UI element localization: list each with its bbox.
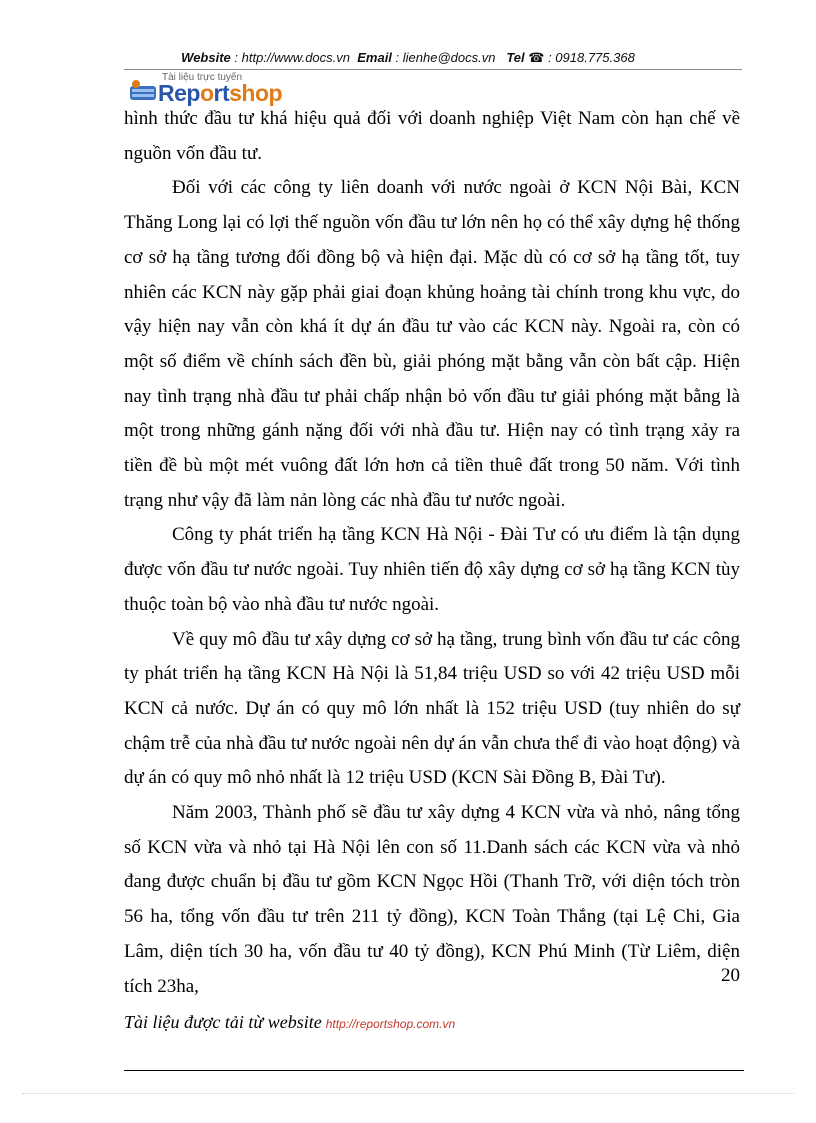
logo-wordmark-part1: Rep (158, 80, 200, 106)
paragraph: Năm 2003, Thành phố sẽ đầu tư xây dựng 4 KCN vừa và nhỏ, nâng tổng số KCN vừa và nhỏ tại Hà Nội lên con số 11.Danh sách các KCN vừa và nhỏ đang được chuẩn bị đầu tư gồm KCN Ngọc Hồi (Thanh Trỡ, với diện tóch tròn 56 ha, tổng vốn đầu tư trên 211 tỷ đồng), KCN Toàn Thắng (tại Lệ Chi, Gia Lâm, diện tích 30 ha, vốn đầu tư 40 tỷ đồng), KCN Phú Minh (Từ Liêm, diện tích 23ha, (124, 802, 740, 997)
phone-icon: ☎ (528, 50, 545, 65)
page-header (0, 50, 816, 66)
footer-url[interactable]: http://reportshop.com.vn (325, 1017, 456, 1031)
email-separator: : (391, 50, 403, 65)
page-number: 20 (721, 965, 740, 986)
tel-separator: : (544, 50, 556, 65)
website-label: Website (181, 50, 231, 65)
page-footer (124, 1012, 455, 1033)
header-divider (124, 69, 742, 70)
website-separator: : (230, 50, 242, 65)
tel-label: Tel (506, 50, 525, 65)
paragraph: Đối với các công ty liên doanh với nước ngoài ở KCN Nội Bài, KCN Thăng Long lại có lợi thế nguồn vốn đầu tư lớn nên họ có thể xây dựng hệ thống cơ sở hạ tầng tương đối đồng bộ và hiện đại. Mặc dù có cơ sở hạ tầng tốt, tuy nhiên các KCN này gặp phải giai đoạn khủng hoảng tài chính trong khu vực, do vậy hiện nay vẫn còn khá ít dự án đầu tư vào các KCN này. Ngoài ra, còn có một số điểm về chính sách đền bù, giải phóng mặt bằng vẫn còn bất cập. Hiện nay tình trạng nhà đầu tư phải chấp nhận bỏ vốn đầu tư giải phóng mặt bằng là một trong những gánh nặng đối với nhà đầu tư. Hiện nay có tình trạng xảy ra tiền đề bù một mét vuông đất lớn hơn cả tiền thuê đất trong 50 năm. Với tình trạng như vậy đã làm nản lòng các nhà đầu tư nước ngoài. (124, 177, 740, 511)
page-edge (22, 1093, 794, 1094)
paragraph-continuation: hình thức đầu tư khá hiệu quả đối với doanh nghiệp Việt Nam còn hạn chế về nguồn vốn đầu tư. (124, 108, 740, 164)
logo-wordmark-mark: o (199, 80, 214, 106)
paragraph: Về quy mô đầu tư xây dựng cơ sở hạ tầng, trung bình vốn đầu tư các công ty phát triển hạ tầng KCN Hà Nội là 51,84 triệu USD so với 42 triệu USD mỗi KCN cả nước. Dự án có quy mô lớn nhất là 152 triệu USD (tuy nhiên do sự chậm trễ của nhà đầu tư nước ngoài nên dự án vẫn chưa thể đi vào hoạt động) và dự án có quy mô nhỏ nhất là 12 triệu USD (KCN Sài Đồng B, Đài Tư). (124, 628, 740, 789)
email-label: Email (357, 50, 392, 65)
paragraph: Công ty phát triển hạ tầng KCN Hà Nội - Đài Tư có ưu điểm là tận dụng được vốn đầu tư nước ngoài. Tuy nhiên tiến độ xây dựng cơ sở hạ tầng KCN tùy thuộc toàn bộ vào nhà đầu tư nước ngoài. (124, 524, 740, 615)
document-body (124, 102, 740, 1004)
footer-text: Tài liệu được tải từ website (124, 1012, 322, 1032)
logo-wordmark-part3: shop (229, 80, 283, 106)
tel-value: 0918.775.368 (555, 50, 635, 65)
website-url[interactable]: http://www.docs.vn (241, 50, 350, 65)
email-value[interactable]: lienhe@docs.vn (402, 50, 496, 65)
logo-wordmark-part2: rt (213, 80, 230, 106)
logo-tagline: Tài liệu trực tuyến (162, 72, 243, 83)
footer-divider (124, 1070, 744, 1071)
